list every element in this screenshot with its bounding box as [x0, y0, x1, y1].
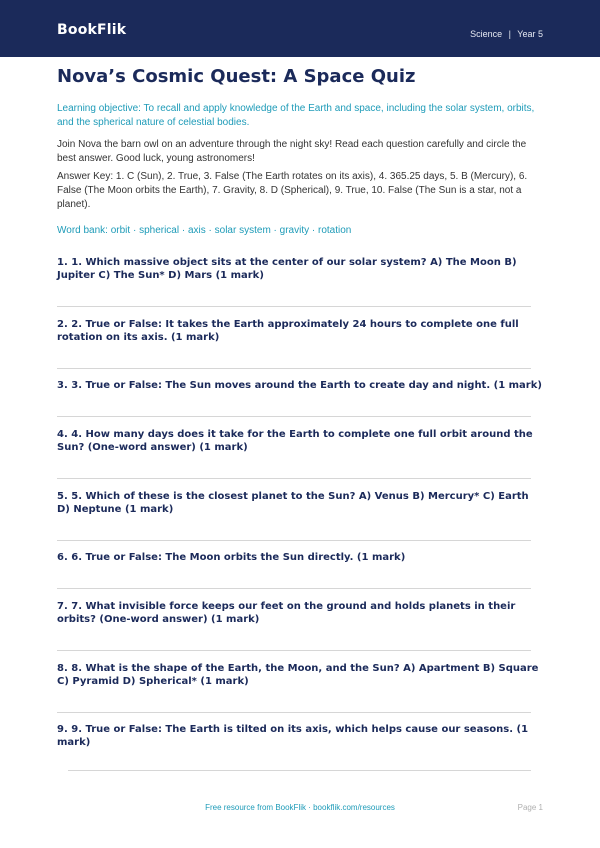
word-bank: Word bank: orbit · spherical · axis · solar system · gravity · rotation — [57, 225, 352, 236]
header-separator: | — [508, 29, 511, 39]
answer-line-3 — [57, 416, 531, 417]
header-bar — [0, 0, 600, 57]
answer-line-5 — [57, 540, 531, 541]
page-number: Page 1 — [517, 803, 543, 812]
learning-objective: Learning objective: To recall and apply knowledge of the Earth and space, including the solar system, orbits, and the spherical nature of celestial bodies. — [57, 103, 535, 128]
answer-line-8 — [57, 712, 531, 713]
question-5: 5. 5. Which of these is the closest planet to the Sun? A) Venus B) Mercury* C) Earth D) Neptune (1 mark) — [57, 491, 529, 515]
answer-line-7 — [57, 650, 531, 651]
question-7: 7. 7. What invisible force keeps our feet on the ground and holds planets in their orbits? (One-word answer) (1 mark) — [57, 601, 516, 625]
answer-line-6 — [57, 588, 531, 589]
year-label: Year 5 — [517, 29, 543, 39]
question-1: 1. 1. Which massive object sits at the center of our solar system? A) The Moon B) Jupiter C) The Sun* D) Mars (1 mark) — [57, 257, 517, 281]
page-title: Nova’s Cosmic Quest: A Space Quiz — [57, 66, 416, 87]
header-meta — [470, 29, 543, 39]
footer-link[interactable]: Free resource from BookFlik · bookflik.com/resources — [205, 803, 395, 812]
footer-divider — [68, 770, 531, 771]
answer-key: Answer Key: 1. C (Sun), 2. True, 3. False (The Earth rotates on its axis), 4. 365.25 days, 5. B (Mercury), 6. False (The Moon orbits the Earth), 7. Gravity, 8. D (Spherical), 9. True, 10. False (The Sun is a star, not a planet). — [57, 171, 528, 210]
question-2: 2. 2. True or False: It takes the Earth approximately 24 hours to complete one full rotation on its axis. (1 mark) — [57, 319, 519, 343]
intro-paragraph: Join Nova the barn owl on an adventure through the night sky! Read each question carefully and circle the best answer. Good luck, young astronomers! — [57, 139, 527, 164]
question-8: 8. 8. What is the shape of the Earth, the Moon, and the Sun? A) Apartment B) Square C) Pyramid D) Spherical* (1 mark) — [57, 663, 539, 687]
question-4: 4. 4. How many days does it take for the Earth to complete one full orbit around the Sun? (One-word answer) (1 mark) — [57, 429, 533, 453]
question-9: 9. 9. True or False: The Earth is tilted on its axis, which helps cause our seasons. (1 mark) — [57, 724, 529, 748]
question-6: 6. 6. True or False: The Moon orbits the Sun directly. (1 mark) — [57, 552, 406, 563]
answer-line-2 — [57, 368, 531, 369]
brand-logo: BookFlik — [57, 22, 127, 38]
subject-label: Science — [470, 29, 503, 39]
answer-line-1 — [57, 306, 531, 307]
question-3: 3. 3. True or False: The Sun moves around the Earth to create day and night. (1 mark) — [57, 380, 542, 391]
answer-line-4 — [57, 478, 531, 479]
